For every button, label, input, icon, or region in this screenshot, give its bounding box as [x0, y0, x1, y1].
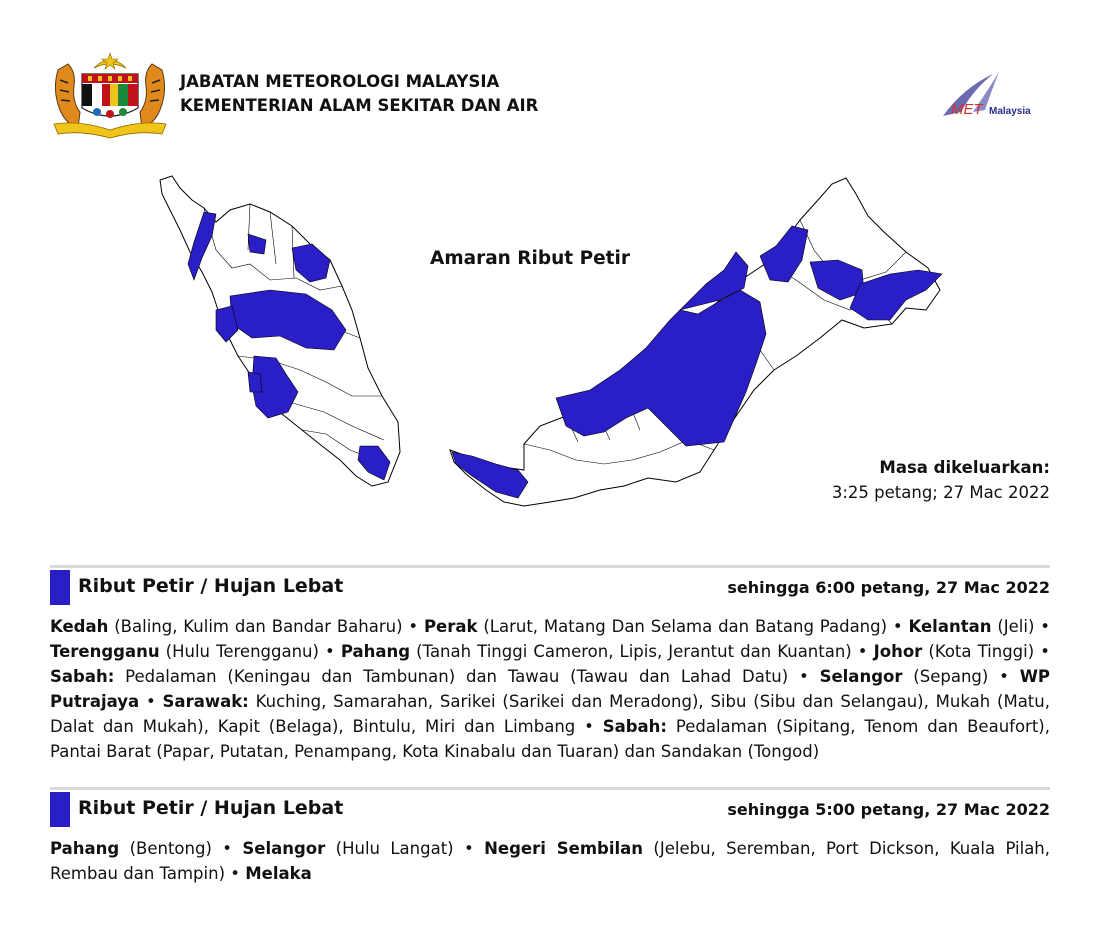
warning-block-2	[50, 787, 1050, 886]
warning-area-selangor	[248, 372, 262, 392]
malaysia-coat-of-arms-icon	[50, 50, 170, 140]
district-list: (Bentong) •	[119, 839, 243, 858]
met-malaysia-logo-icon	[933, 68, 1048, 120]
state-name: Sarawak:	[162, 692, 249, 711]
district-list: (Tanah Tinggi Cameron, Lipis, Jerantut dan Kuantan) •	[410, 642, 874, 661]
district-list: (Hulu Langat) •	[325, 839, 485, 858]
district-list: Kuching, Samarahan, Sarikei (Sarikei dan Meradong), Sibu (Sibu dan Selangau), Mukah (Matu, Dalat dan Mukah), Kapit (Belaga), Bintulu, Miri dan Limbang •	[50, 692, 1050, 736]
accent-bar	[50, 570, 70, 605]
district-list: •	[139, 692, 163, 711]
warning-valid-until: sehingga 6:00 petang, 27 Mac 2022	[727, 578, 1050, 597]
state-name: Negeri Sembilan	[484, 839, 644, 858]
state-name: Selangor	[242, 839, 326, 858]
district-list: Pedalaman (Sipitang, Tenom dan Beaufort), Pantai Barat (Papar, Putatan, Penampang, Kota Kinabalu dan Tuaran) dan Sandakan (Tongod)	[50, 717, 1050, 761]
warning-header	[50, 797, 1050, 826]
district-list: (Kota Tinggi) •	[922, 642, 1050, 661]
district-list: (Jelebu, Seremban, Port Dickson, Kuala Pilah, Rembau dan Tampin) •	[50, 839, 1051, 883]
warning-title: Ribut Petir / Hujan Lebat	[78, 797, 344, 819]
district-list: Pedalaman (Keningau dan Tambunan) dan Tawau (Tawau dan Lahad Datu) •	[114, 667, 820, 686]
warning-header	[50, 575, 1050, 604]
warning-block-1	[50, 565, 1050, 764]
warning-valid-until: sehingga 5:00 petang, 27 Mac 2022	[727, 800, 1050, 819]
issued-time	[832, 455, 1050, 505]
district-list: (Jeli) •	[991, 617, 1050, 636]
state-name: Sabah:	[50, 667, 115, 686]
district-list: (Sepang) •	[902, 667, 1020, 686]
state-name: Sabah:	[602, 717, 668, 736]
organization-name	[180, 70, 538, 118]
warning-areas-text	[50, 614, 1050, 764]
org-line-2: KEMENTERIAN ALAM SEKITAR DAN AIR	[180, 96, 539, 115]
state-name: WP Putrajaya	[50, 667, 1051, 711]
state-name: Kelantan	[908, 617, 992, 636]
district-list: (Baling, Kulim dan Bandar Baharu) •	[108, 617, 424, 636]
header	[50, 50, 1050, 140]
state-name: Pahang	[340, 642, 411, 661]
issued-value: 3:25 petang; 27 Mac 2022	[831, 483, 1050, 502]
state-name: Kedah	[50, 617, 109, 636]
warning-areas-text	[50, 836, 1050, 886]
issued-label: Masa dikeluarkan:	[879, 458, 1050, 477]
state-name: Melaka	[245, 864, 312, 883]
state-name: Pahang	[50, 839, 120, 858]
state-name: Terengganu	[50, 642, 160, 661]
warning-title: Ribut Petir / Hujan Lebat	[78, 575, 344, 597]
divider	[50, 787, 1050, 790]
state-name: Selangor	[819, 667, 903, 686]
map-title: Amaran Ribut Petir	[430, 248, 630, 269]
district-list: (Larut, Matang Dan Selama dan Batang Padang) •	[477, 617, 909, 636]
state-name: Johor	[873, 642, 923, 661]
org-line-1: JABATAN METEOROLOGI MALAYSIA	[180, 72, 500, 91]
divider	[50, 565, 1050, 568]
state-name: Perak	[423, 617, 478, 636]
accent-bar	[50, 792, 70, 827]
svg-text:Malaysia: Malaysia	[989, 106, 1031, 117]
svg-text:MET: MET	[951, 101, 983, 118]
district-list: (Hulu Terengganu) •	[159, 642, 341, 661]
